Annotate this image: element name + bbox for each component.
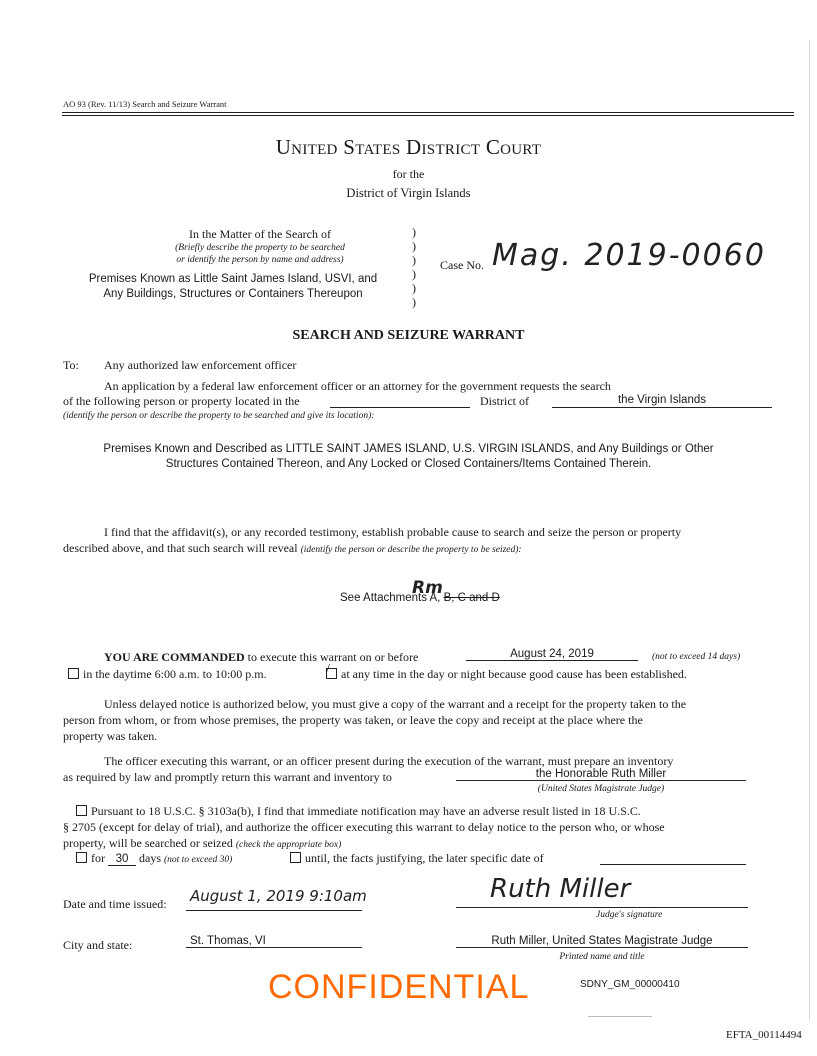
delay-for-option	[76, 851, 232, 866]
premises-line-2: Structures Contained Thereon, and Any Locked or Closed Containers/Items Contained Therein.	[165, 458, 652, 470]
delay-until-label: until, the facts justifying, the later specific date of	[305, 851, 544, 865]
issued-handwritten: August 1, 2019 9:10am	[190, 887, 367, 905]
inventory-line-2: as required by law and promptly return this warrant and inventory to	[63, 770, 392, 784]
bates-number: SDNY_GM_00000410	[580, 979, 680, 990]
delay-days-limit: (not to exceed 30)	[164, 855, 233, 865]
daytime-label: in the daytime 6:00 a.m. to 10:00 p.m.	[83, 667, 267, 681]
command-date-field	[466, 648, 638, 661]
delay-days-label: days	[139, 851, 161, 865]
attachments-initials: Rm	[412, 578, 443, 598]
daytime-checkbox[interactable]	[68, 668, 79, 679]
issued-label: Date and time issued:	[63, 897, 167, 911]
inventory-judge-caption: (United States Magistrate Judge)	[537, 784, 665, 794]
court-district: District of Virgin Islands	[346, 186, 471, 200]
inventory-judge: the Honorable Ruth Miller	[456, 768, 746, 781]
daytime-option	[68, 667, 267, 682]
finding-line-2	[63, 541, 522, 556]
delay-line-3	[63, 836, 341, 851]
district-of-field	[552, 394, 772, 408]
footer-mark	[588, 1016, 652, 1017]
caption-property-2: Any Buildings, Structures or Containers Thereupon	[103, 288, 363, 300]
district-of-value: the Virgin Islands	[552, 394, 772, 408]
caption-instruction-2: or identify the person by name and address)	[176, 255, 344, 265]
city-field	[186, 935, 362, 948]
to-label: To:	[63, 358, 79, 372]
caption-parentheses: ) ) ) ) ) )	[412, 225, 416, 309]
anytime-check-mark: /	[326, 662, 330, 677]
command-bold: YOU ARE COMMANDED	[104, 650, 245, 664]
application-line-2: of the following person or property located in the	[63, 394, 300, 408]
delay-for-checkbox[interactable]	[76, 852, 87, 863]
inventory-line-1: The officer executing this warrant, or an officer present during the execution of the warrant, must prepare an inventory	[104, 754, 674, 768]
printed-name-field	[456, 935, 748, 948]
application-instruction: (identify the person or describe the property to be searched and give its location):	[63, 411, 375, 421]
scan-edge	[809, 40, 810, 1020]
court-for-the: for the	[392, 167, 425, 181]
command-date: August 24, 2019	[466, 648, 638, 661]
delay-days-value: 30	[108, 853, 136, 866]
delay-checkbox[interactable]	[76, 805, 87, 816]
command-line	[104, 650, 418, 665]
judge-signature: Ruth Miller	[490, 874, 631, 904]
notice-line-3: property was taken.	[63, 729, 158, 743]
delay-line-1	[76, 804, 641, 819]
delay-until-option	[290, 851, 544, 866]
anytime-label: at any time in the day or night because good cause has been established.	[341, 667, 687, 681]
caption-matter: In the Matter of the Search of	[189, 227, 331, 241]
delay-line-2: § 2705 (except for delay of trial), and authorize the officer executing this warrant to delay notice to the person who, or whose	[63, 820, 665, 834]
efta-number: EFTA_00114494	[726, 1029, 802, 1041]
inventory-judge-field	[456, 768, 746, 781]
finding-line-2-instruction: (identify the person or describe the property to be seized):	[300, 545, 522, 555]
header-rule	[62, 112, 794, 113]
header-rule-thin	[62, 115, 794, 116]
printed-name: Ruth Miller, United States Magistrate Judge	[456, 935, 748, 948]
city-value: St. Thomas, VI	[186, 935, 362, 948]
finding-line-1: I find that the affidavit(s), or any recorded testimony, establish probable cause to search and seize the person or property	[104, 525, 682, 539]
delay-until-blank	[600, 864, 746, 865]
issued-line	[186, 910, 362, 911]
anytime-option	[326, 662, 687, 682]
command-text: to execute this warrant on or before	[247, 650, 419, 664]
delay-for-label: for	[91, 851, 105, 865]
signature-line	[456, 907, 748, 908]
application-blank	[330, 407, 470, 408]
confidential-stamp: CONFIDENTIAL	[268, 968, 530, 1006]
caption-instruction-1: (Briefly describe the property to be searched	[175, 243, 345, 253]
notice-line-1: Unless delayed notice is authorized below, you must give a copy of the warrant and a receipt for the property taken to the	[104, 697, 687, 711]
premises-line-1: Premises Known and Described as LITTLE SAINT JAMES ISLAND, U.S. VIRGIN ISLANDS, and Any Buildings or Other	[103, 443, 714, 455]
delay-line-3-instruction: (check the appropriate box)	[235, 840, 342, 850]
notice-line-2: person from whom, or from whose premises, the property was taken, or leave the copy and receipt at the place where the	[63, 713, 643, 727]
application-line-1: An application by a federal law enforcement officer or an attorney for the government requests the search	[104, 379, 611, 393]
form-header: AO 93 (Rev. 11/13) Search and Seizure Warrant	[63, 99, 227, 109]
attachments-text: See Attachments A,	[340, 592, 441, 604]
delay-text: Pursuant to 18 U.S.C. § 3103a(b), I find that immediate notification may have an adverse result listed in 18 U.S.C.	[91, 804, 641, 818]
case-no-value: Mag. 2019-0060	[492, 238, 766, 273]
attachments-struck: B, C and D	[443, 592, 500, 604]
to-value: Any authorized law enforcement officer	[104, 358, 297, 372]
finding-line-2-text: described above, and that such search will reveal	[63, 541, 298, 555]
command-limit: (not to exceed 14 days)	[652, 652, 741, 662]
district-of-label: District of	[480, 394, 529, 408]
court-name: United States District Court	[275, 135, 542, 159]
caption-property-1: Premises Known as Little Saint James Island, USVI, and	[88, 273, 378, 285]
warrant-title: SEARCH AND SEIZURE WARRANT	[292, 328, 525, 343]
case-no-label: Case No.	[440, 258, 484, 272]
anytime-checkbox[interactable]	[326, 662, 337, 679]
signature-caption: Judge's signature	[596, 910, 663, 920]
city-label: City and state:	[63, 938, 133, 952]
delay-until-checkbox[interactable]	[290, 852, 301, 863]
delay-line-3-text: property, will be searched or seized	[63, 836, 233, 850]
printed-name-caption: Printed name and title	[559, 952, 645, 962]
